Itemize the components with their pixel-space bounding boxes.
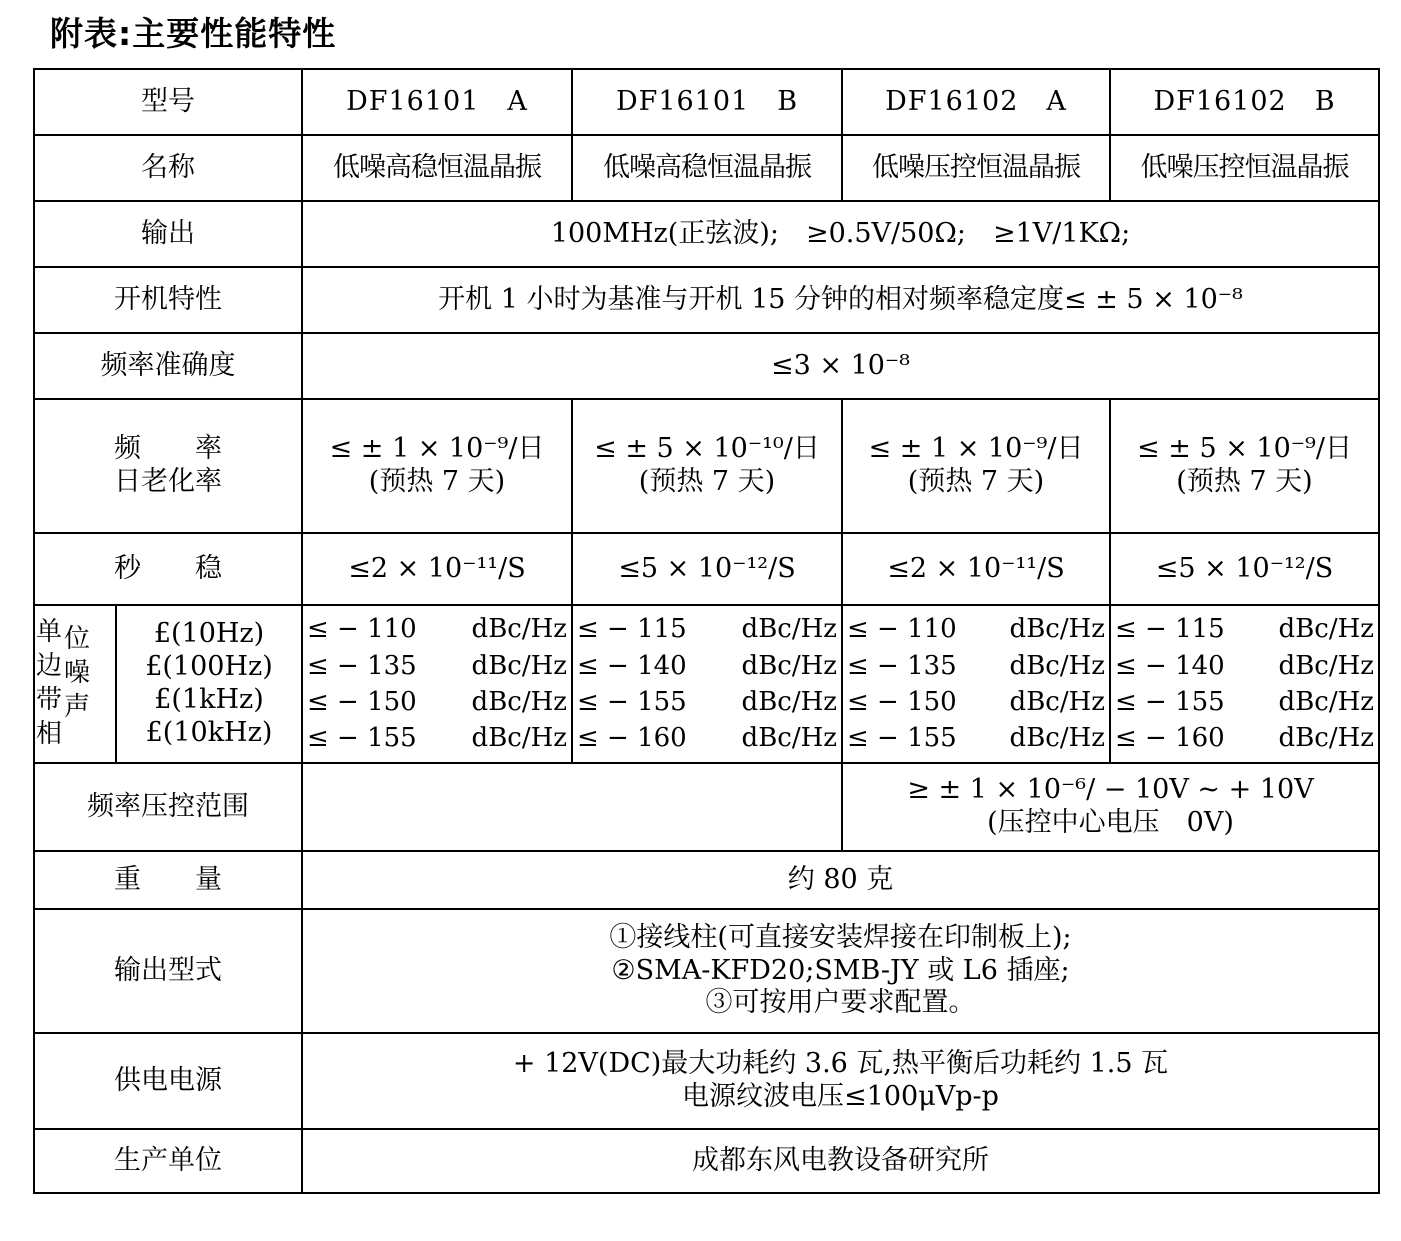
- pn-value: ≤ − 115: [1115, 614, 1225, 645]
- pn-value: ≤ − 160: [577, 723, 687, 754]
- vc-range-empty: [302, 763, 842, 851]
- aging-cell: [842, 399, 1110, 533]
- label-weight: 重 量: [34, 851, 302, 909]
- pn-label-char: 噪: [63, 658, 90, 689]
- output-form-line: ②SMA-KFD20;SMB-JY 或 L6 插座;: [611, 954, 1070, 986]
- row-power: [34, 1033, 1379, 1129]
- phase-noise-cell: [302, 605, 572, 763]
- pn-value: ≤ − 115: [577, 614, 687, 645]
- phase-noise-cell: [1110, 605, 1379, 763]
- aging-value: ≤ ± 5 × 10⁻⁹/日: [1137, 433, 1352, 465]
- pn-unit: dBc/Hz: [1009, 614, 1105, 645]
- label-maker: 生产单位: [34, 1129, 302, 1193]
- output-value: 100MHz(正弦波); ≥0.5V/50Ω; ≥1V/1KΩ;: [302, 201, 1379, 267]
- row-accuracy: [34, 333, 1379, 399]
- aging-note: (预热 7 天): [368, 466, 506, 497]
- row-second-stability: [34, 533, 1379, 605]
- pn-unit: dBc/Hz: [741, 614, 837, 645]
- vc-range-line1: ≥ ± 1 × 10⁻⁶/ − 10V ~ + 10V: [907, 774, 1314, 806]
- output-form-line: ①接线柱(可直接安装焊接在印制板上);: [609, 921, 1072, 953]
- label-phase-noise: [34, 605, 116, 763]
- name-cell: 低噪高稳恒温晶振: [302, 135, 572, 201]
- label-output-form: 输出型式: [34, 909, 302, 1033]
- pn-label-char: 边: [35, 651, 62, 682]
- pn-value: ≤ − 160: [1115, 723, 1225, 754]
- aging-note: (预热 7 天): [638, 466, 776, 497]
- vc-range-value: [842, 763, 1379, 851]
- pn-label-char: 相: [35, 718, 62, 749]
- pn-unit: dBc/Hz: [1278, 614, 1374, 645]
- name-cell: 低噪高稳恒温晶振: [572, 135, 842, 201]
- phase-noise-offsets: [116, 605, 302, 763]
- pn-value: ≤ − 110: [847, 614, 957, 645]
- label-accuracy: 频率准确度: [34, 333, 302, 399]
- label-output: 输出: [34, 201, 302, 267]
- model-cell: DF16101 B: [572, 69, 842, 135]
- row-maker: [34, 1129, 1379, 1193]
- label-aging-line1: 频 率: [114, 433, 222, 465]
- label-second-stability: 秒 稳: [34, 533, 302, 605]
- name-cell: 低噪压控恒温晶振: [842, 135, 1110, 201]
- pn-unit: dBc/Hz: [1009, 650, 1105, 681]
- pn-unit: dBc/Hz: [471, 614, 567, 645]
- row-output-form: [34, 909, 1379, 1033]
- pn-unit: dBc/Hz: [1009, 723, 1105, 754]
- second-stability-cell: ≤5 × 10⁻¹²/S: [572, 533, 842, 605]
- row-model: [34, 69, 1379, 135]
- aging-value: ≤ ± 1 × 10⁻⁹/日: [329, 433, 545, 465]
- pn-label-char: 带: [35, 685, 62, 715]
- phase-noise-cell: [572, 605, 842, 763]
- label-model: 型号: [34, 69, 302, 135]
- pn-unit: dBc/Hz: [471, 650, 567, 681]
- pn-value: ≤ − 155: [1115, 687, 1225, 717]
- pn-value: ≤ − 150: [847, 687, 957, 717]
- startup-value: 开机 1 小时为基准与开机 15 分钟的相对频率稳定度≤ ± 5 × 10⁻⁸: [302, 267, 1379, 333]
- second-stability-cell: ≤2 × 10⁻¹¹/S: [842, 533, 1110, 605]
- pn-unit: dBc/Hz: [741, 687, 837, 717]
- label-startup: 开机特性: [34, 267, 302, 333]
- row-aging: [34, 399, 1379, 533]
- pn-unit: dBc/Hz: [1278, 687, 1374, 717]
- row-weight: [34, 851, 1379, 909]
- aging-cell: [1110, 399, 1379, 533]
- pn-unit: dBc/Hz: [1009, 687, 1105, 717]
- pn-value: ≤ − 155: [307, 723, 417, 754]
- weight-value: 约 80 克: [302, 851, 1379, 909]
- offset-label: £(1kHz): [154, 684, 264, 715]
- aging-cell: [302, 399, 572, 533]
- aging-note: (预热 7 天): [907, 466, 1045, 497]
- label-aging: [34, 399, 302, 533]
- pn-unit: dBc/Hz: [1278, 650, 1374, 681]
- aging-cell: [572, 399, 842, 533]
- offset-label: £(100Hz): [145, 651, 273, 683]
- label-aging-line2: 日老化率: [114, 466, 222, 497]
- pn-value: ≤ − 155: [847, 723, 957, 754]
- pn-value: ≤ − 135: [847, 650, 957, 681]
- row-name: [34, 135, 1379, 201]
- pn-value: ≤ − 140: [577, 650, 687, 681]
- pn-value: ≤ − 110: [307, 614, 417, 645]
- pn-label-char: 声: [63, 691, 90, 722]
- aging-value: ≤ ± 1 × 10⁻⁹/日: [868, 433, 1084, 465]
- model-cell: DF16101 A: [302, 69, 572, 135]
- pn-unit: dBc/Hz: [1278, 723, 1374, 754]
- row-phase-noise: [34, 605, 1379, 763]
- pn-value: ≤ − 155: [577, 687, 687, 717]
- maker-value: 成都东风电教设备研究所: [302, 1129, 1379, 1193]
- model-cell: DF16102 B: [1110, 69, 1379, 135]
- pn-label-char: 位: [63, 624, 90, 655]
- accuracy-value: ≤3 × 10⁻⁸: [302, 333, 1379, 399]
- pn-value: ≤ − 140: [1115, 650, 1225, 681]
- pn-label-char: 单: [35, 617, 62, 648]
- second-stability-cell: ≤5 × 10⁻¹²/S: [1110, 533, 1379, 605]
- pn-unit: dBc/Hz: [741, 650, 837, 681]
- row-vc-range: [34, 763, 1379, 851]
- row-startup: [34, 267, 1379, 333]
- name-cell: 低噪压控恒温晶振: [1110, 135, 1379, 201]
- label-vc-range: 频率压控范围: [34, 763, 302, 851]
- label-power: 供电电源: [34, 1033, 302, 1129]
- offset-label: £(10kHz): [145, 716, 273, 748]
- output-form-value: [302, 909, 1379, 1033]
- vc-range-line2: (压控中心电压 0V): [987, 807, 1234, 838]
- second-stability-cell: ≤2 × 10⁻¹¹/S: [302, 533, 572, 605]
- pn-value: ≤ − 150: [307, 687, 417, 717]
- pn-unit: dBc/Hz: [471, 687, 567, 717]
- offset-label: £(10Hz): [153, 618, 265, 650]
- spec-table: [33, 68, 1380, 1194]
- label-name: 名称: [34, 135, 302, 201]
- pn-unit: dBc/Hz: [741, 723, 837, 754]
- phase-noise-cell: [842, 605, 1110, 763]
- output-form-line: ③可按用户要求配置。: [705, 987, 976, 1019]
- page-title: 附表:主要性能特性: [50, 14, 337, 53]
- aging-note: (预热 7 天): [1176, 466, 1313, 497]
- pn-unit: dBc/Hz: [471, 723, 567, 754]
- pn-value: ≤ − 135: [307, 650, 417, 681]
- power-line: + 12V(DC)最大功耗约 3.6 瓦,热平衡后功耗约 1.5 瓦: [512, 1048, 1169, 1080]
- aging-value: ≤ ± 5 × 10⁻¹⁰/日: [594, 433, 820, 465]
- row-output: [34, 201, 1379, 267]
- power-line: 电源纹波电压≤100μVp-p: [682, 1081, 999, 1112]
- power-value: [302, 1033, 1379, 1129]
- model-cell: DF16102 A: [842, 69, 1110, 135]
